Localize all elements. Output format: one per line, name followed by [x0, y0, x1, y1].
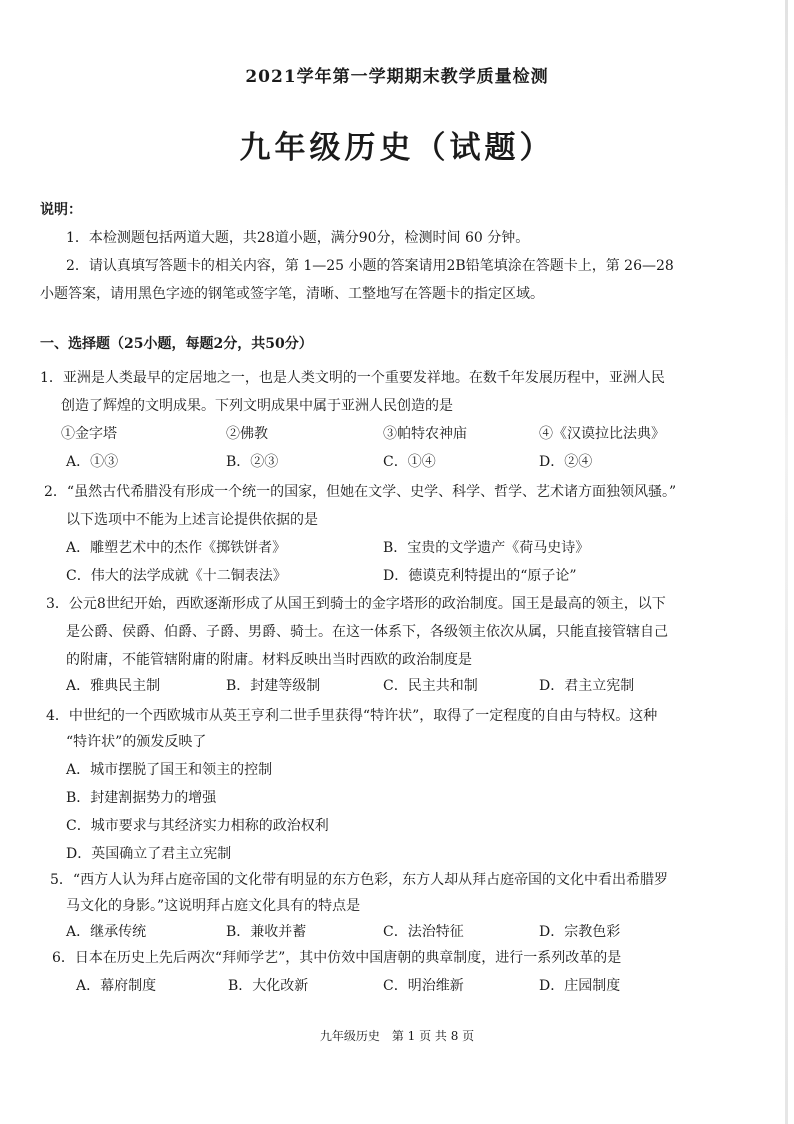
option: B．封建等级制: [226, 678, 321, 694]
question-3-line-1: 3．公元8世纪开始，西欧逐渐形成了从国王到骑士的金字塔形的政治制度。国王是最高的领主，以下: [46, 596, 666, 612]
question-4-option-b: B．封建割据势力的增强: [66, 790, 217, 806]
exam-title: 2021学年第一学期期末教学质量检测: [245, 67, 549, 87]
question-5-line-1: 5．“西方人认为拜占庭帝国的文化带有明显的东方色彩，东方人却从拜占庭帝国的文化中看出希腊罗: [50, 872, 669, 888]
question-2-line-2: 以下选项中不能为上述言论提供依据的是: [66, 512, 318, 528]
question-5-line-2: 马文化的身影。”这说明拜占庭文化具有的特点是: [66, 898, 361, 914]
option: B．大化改新: [228, 978, 309, 994]
section-title: 一、选择题（25小题，每题2分，共50分）: [40, 336, 313, 352]
question-4-line-1: 4．中世纪的一个西欧城市从英王亨利二世手里获得“特许状”，取得了一定程度的自由与特权。这种: [46, 708, 658, 724]
option: A．雕塑艺术中的杰作《掷铁饼者》: [66, 540, 287, 556]
question-4-option-c: C．城市要求与其经济实力相称的政治权利: [66, 818, 329, 834]
option: D．君主立宪制: [539, 678, 635, 694]
question-4-line-2: “特许状”的颁发反映了: [66, 734, 207, 750]
option: A．继承传统: [66, 924, 147, 940]
instruction-item-2: 2．请认真填写答题卡的相关内容，第 1—25 小题的答案请用2B铅笔填涂在答题卡上，第 26—28: [66, 258, 674, 274]
question-1-item: ③帕特农神庙: [383, 426, 467, 442]
instruction-item-1: 1．本检测题包括两道大题，共28道小题，满分90分，检测时间 60 分钟。: [66, 230, 530, 246]
option: C．法治特征: [383, 924, 464, 940]
option: A．①③: [66, 454, 119, 470]
question-1-item: ②佛教: [226, 426, 268, 442]
question-6-line-1: 6．日本在历史上先后两次“拜师学艺”，其中仿效中国唐朝的典章制度，进行一系列改革的是: [52, 950, 622, 966]
question-4-option-a: A．城市摆脱了国王和领主的控制: [66, 762, 273, 778]
question-2-line-1: 2．“虽然古代希腊没有形成一个统一的国家，但她在文学、史学、科学、哲学、艺术诸方面独领风骚。”: [44, 484, 677, 500]
question-1-item: ④《汉谟拉比法典》: [539, 426, 665, 442]
scan-edge: [785, 0, 788, 1124]
question-1-line-1: 1．亚洲是人类最早的定居地之一，也是人类文明的一个重要发祥地。在数千年发展历程中，亚洲人民: [40, 370, 665, 386]
question-1-line-2: 创造了辉煌的文明成果。下列文明成果中属于亚洲人民创造的是: [61, 398, 453, 414]
option: A．幕府制度: [76, 978, 157, 994]
option: D．②④: [539, 454, 593, 470]
instruction-item-2-cont: 小题答案，请用黑色字迹的钢笔或签字笔，清晰、工整地写在答题卡的指定区域。: [40, 286, 544, 302]
question-1-item: ①金字塔: [61, 426, 117, 442]
page-footer: 九年级历史 第 1 页 共 8 页: [319, 1029, 475, 1043]
option: C．伟大的法学成就《十二铜表法》: [66, 568, 287, 584]
subject-title: 九年级历史（试题）: [239, 130, 555, 166]
option: B．兼收并蓄: [226, 924, 307, 940]
option: D．德谟克利特提出的“原子论”: [383, 568, 577, 584]
option: C．民主共和制: [383, 678, 478, 694]
option: C．①④: [383, 454, 436, 470]
instructions-label: 说明：: [40, 202, 82, 218]
option: C．明治维新: [383, 978, 464, 994]
option: D．庄园制度: [539, 978, 621, 994]
option: B．②③: [226, 454, 279, 470]
option: D．宗教色彩: [539, 924, 621, 940]
question-3-line-3: 的附庸，不能管辖附庸的附庸。材料反映出当时西欧的政治制度是: [66, 652, 472, 668]
option: B．宝贵的文学遗产《荷马史诗》: [383, 540, 590, 556]
question-4-option-d: D．英国确立了君主立宪制: [66, 846, 232, 862]
option: A．雅典民主制: [66, 678, 161, 694]
question-3-line-2: 是公爵、侯爵、伯爵、子爵、男爵、骑士。在这一体系下，各级领主依次从属，只能直接管辖自己: [66, 624, 668, 640]
